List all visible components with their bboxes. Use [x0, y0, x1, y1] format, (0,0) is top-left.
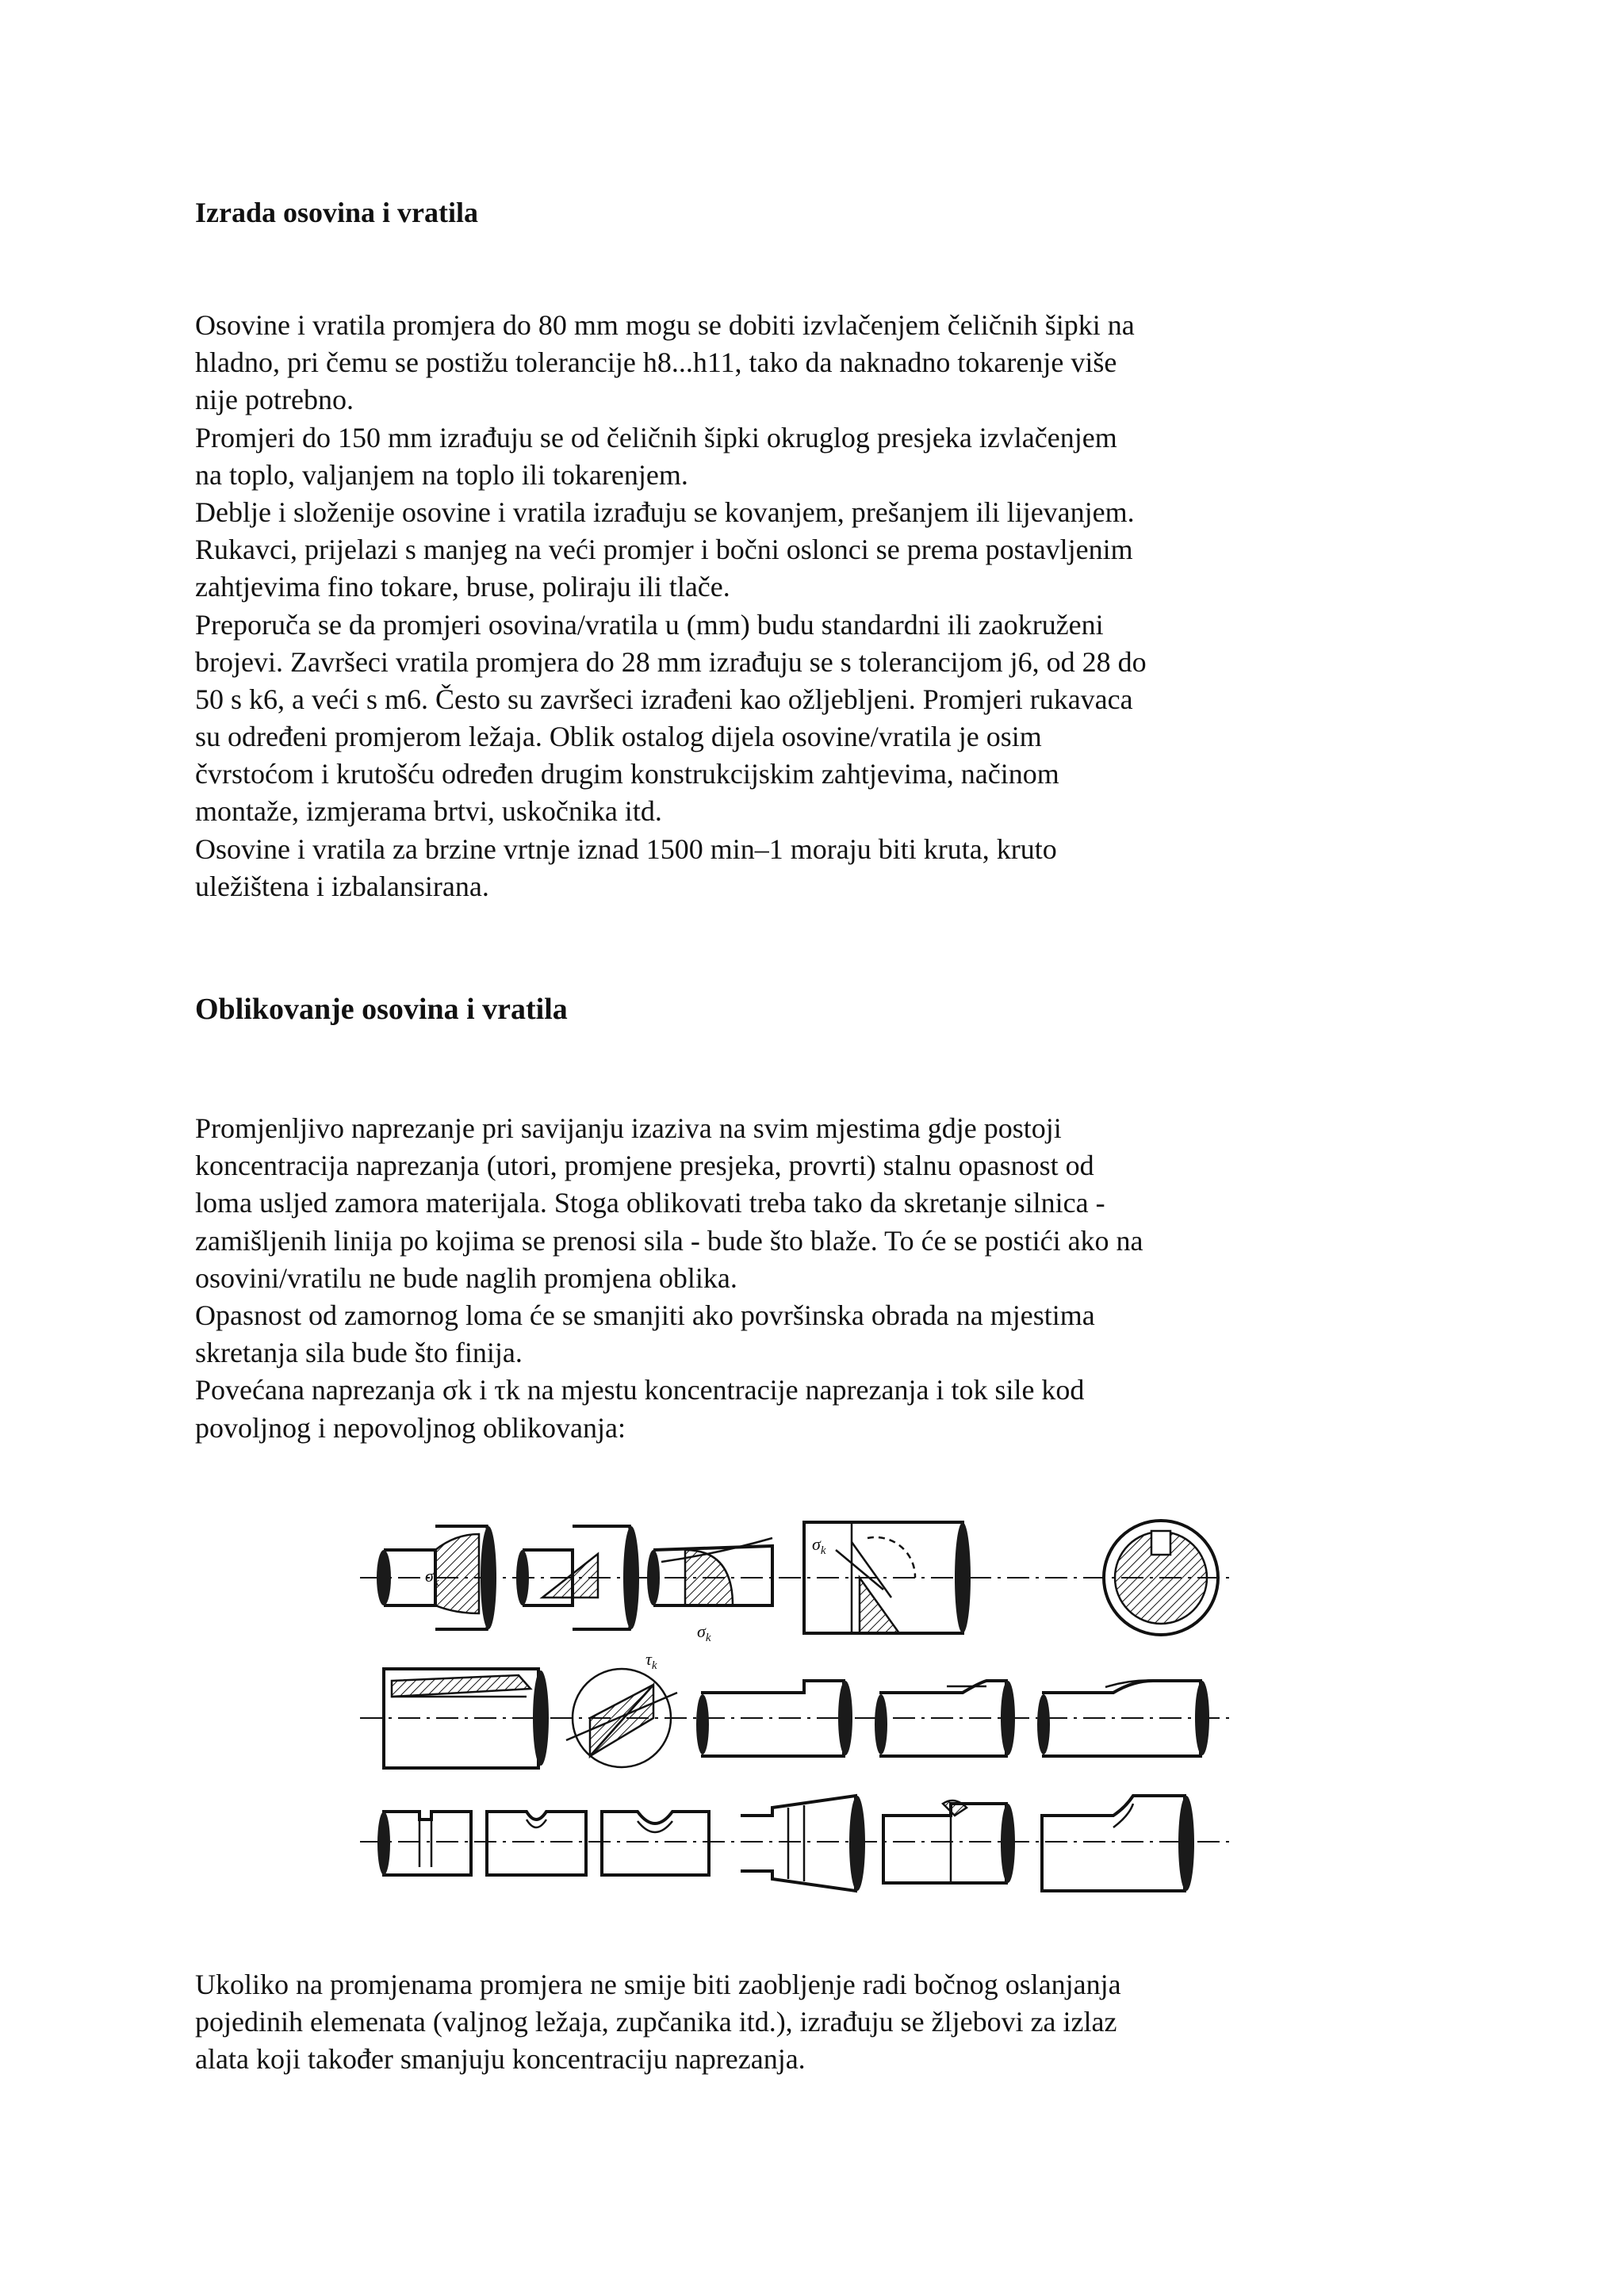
shaft-fig-2	[516, 1526, 639, 1629]
tau-label: $\tau_k$	[645, 1649, 657, 1672]
shaft-fig-1	[377, 1526, 496, 1629]
text-line: uležištena i izbalansirana.	[195, 870, 489, 902]
shaft-fig-11	[487, 1812, 586, 1875]
text-line: nije potrebno.	[195, 384, 354, 416]
text-line: koncentracija naprezanja (utori, promjene presjeka, provrti) stalnu opasnost od	[195, 1150, 1094, 1182]
sigma-label: $\sigma_k$	[425, 1566, 439, 1589]
shaft-fig-6	[566, 1649, 677, 1767]
paragraph-oblikovanje	[195, 1110, 1464, 1447]
shaft-stress-drawing	[360, 1502, 1232, 1907]
text-line: povoljnog i nepovoljnog oblikovanja:	[195, 1411, 626, 1444]
text-line: Osovine i vratila promjera do 80 mm mogu se dobiti izvlačenjem čeličnih šipki na	[195, 309, 1135, 341]
text-line: loma usljed zamora materijala. Stoga oblikovati treba tako da skretanje silnica -	[195, 1187, 1105, 1219]
text-line: su određeni promjerom ležaja. Oblik ostalog dijela osovine/vratila je osim	[195, 721, 1042, 753]
text-line: pojedinih elemenata (valjnog ležaja, zupčanika itd.), izrađuju se žljebovi za izlaz	[195, 2006, 1117, 2038]
text-line: 50 s k6, a veći s m6. Često su završeci izrađeni kao ožljebljeni. Promjeri rukavaca	[195, 683, 1133, 715]
shaft-fig-12	[602, 1812, 709, 1875]
text-line: Ukoliko na promjenama promjera ne smije biti zaobljenje radi bočnog oslanjanja	[195, 1969, 1121, 2000]
text-line: Promjenljivo naprezanje pri savijanju izaziva na svim mjestima gdje postoji	[195, 1112, 1062, 1144]
text-line: Povećana naprezanja σk i τk na mjestu koncentracije naprezanja i tok sile kod	[195, 1374, 1085, 1406]
text-line: na toplo, valjanjem na toplo ili tokarenjem.	[195, 458, 688, 491]
text-line: zamišljenih linija po kojima se prenosi sila - bude što blaže. To će se postići ako na	[195, 1224, 1143, 1257]
shaft-fig-13	[741, 1796, 865, 1891]
text-line: alata koji također smanjuju koncentraciju naprezanja.	[195, 2043, 806, 2076]
shaft-fig-10	[377, 1812, 471, 1875]
shaft-fig-3	[647, 1538, 772, 1644]
shaft-stress-figure	[360, 1502, 1232, 1907]
text-line: hladno, pri čemu se postižu tolerancije h8...h11, tako da naknadno tokarenje više	[195, 346, 1117, 379]
text-line: montaže, izmjerama brtvi, uskočnika itd.	[195, 795, 662, 828]
text-line: Deblje i složenije osovine i vratila izrađuju se kovanjem, prešanjem ili lijevanjem.	[195, 496, 1135, 528]
text-line: Osovine i vratila za brzine vrtnje iznad 1500 min–1 moraju biti kruta, kruto	[195, 832, 1057, 865]
text-line: Promjeri do 150 mm izrađuju se od čeličnih šipki okruglog presjeka izvlačenjem	[195, 421, 1117, 453]
section-title-oblikovanje: Oblikovanje osovina i vratila	[195, 993, 568, 1026]
sigma-label: $\sigma_k$	[697, 1621, 711, 1644]
text-line: skretanja sila bude što finija.	[195, 1337, 523, 1369]
text-line: osovini/vratilu ne bude naglih promjena oblika.	[195, 1261, 737, 1294]
text-line: zahtjevima fino tokare, bruse, poliraju ili tlače.	[195, 571, 730, 603]
shaft-cross-section-fig	[1104, 1521, 1218, 1635]
section-title-izrada: Izrada osovina i vratila	[195, 197, 478, 228]
paragraph-izrada	[195, 307, 1464, 905]
text-line: Opasnost od zamornog loma će se smanjiti ako površinska obrada na mjestima	[195, 1299, 1095, 1331]
text-line: čvrstoćom i krutošću određen drugim konstrukcijskim zahtjevima, načinom	[195, 758, 1059, 790]
text-line: brojevi. Završeci vratila promjera do 28 mm izrađuju se s tolerancijom j6, od 28 do	[195, 645, 1147, 678]
paragraph-zljebovi	[195, 1966, 1464, 2079]
sigma-label: $\sigma_k$	[812, 1534, 826, 1557]
text-line: Preporuča se da promjeri osovina/vratila u (mm) budu standardni ili zaokruženi	[195, 608, 1104, 641]
shaft-fig-15	[1042, 1796, 1194, 1891]
text-line: Rukavci, prijelazi s manjeg na veći promjer i bočni oslonci se prema postavljenim	[195, 534, 1133, 566]
